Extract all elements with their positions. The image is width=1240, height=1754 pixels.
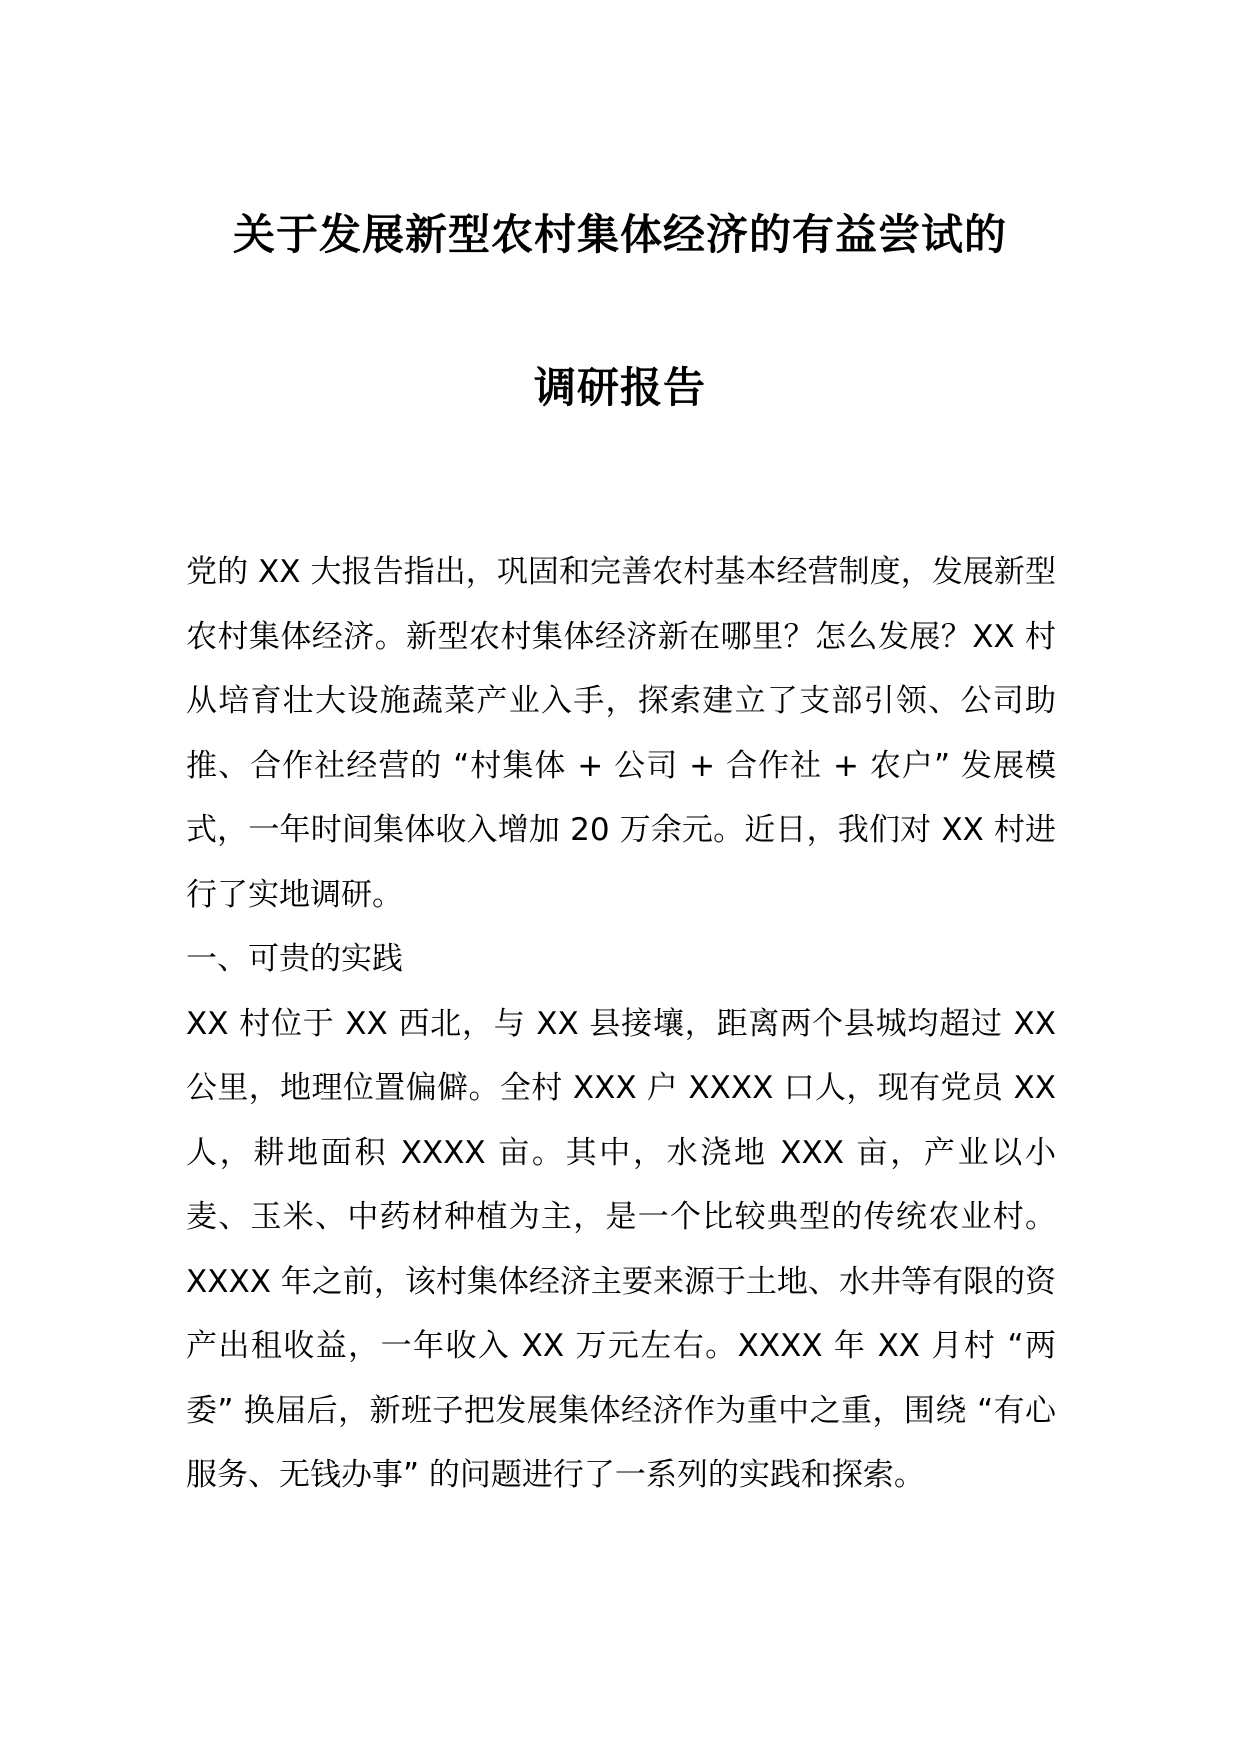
section-1-paragraph: XX 村位于 XX 西北，与 XX 县接壤，距离两个县城均超过 XX 公里，地理位置偏僻。全村 XXX 户 XXXX 口人，现有党员 XX 人，耕地面积 XXXX 亩。其中，水浇地 XXX 亩，产业以小麦、玉米、中药材种植为主，是一个比较典型的传统农业村。XXXX 年之前，该村集体经济主要来源于土地、水井等有限的资产出租收益，一年收入 XX 万元左右。XXXX 年 XX 月村 “两委” 换届后，新班子把发展集体经济作为重中之重，围绕 “有心服务、无钱办事” 的问题进行了一系列的实践和探索。 — [186, 1005, 1056, 1493]
document-title-line-2: 调研报告 — [533, 363, 706, 412]
document-body — [186, 540, 1056, 1508]
section-1-heading: 一、可贵的实践 — [186, 941, 403, 977]
document-title-line-1: 关于发展新型农村集体经济的有益尝试的 — [232, 210, 1007, 259]
intro-paragraph: 党的 XX 大报告指出，巩固和完善农村基本经营制度，发展新型农村集体经济。新型农村集体经济新在哪里？怎么发展？XX 村从培育壮大设施蔬菜产业入手，探索建立了支部引领、公司助推、合作社经营的 “村集体 + 公司 + 合作社 + 农户” 发展模式，一年时间集体收入增加 20 万余元。近日，我们对 XX 村进行了实地调研。 — [186, 554, 1056, 913]
